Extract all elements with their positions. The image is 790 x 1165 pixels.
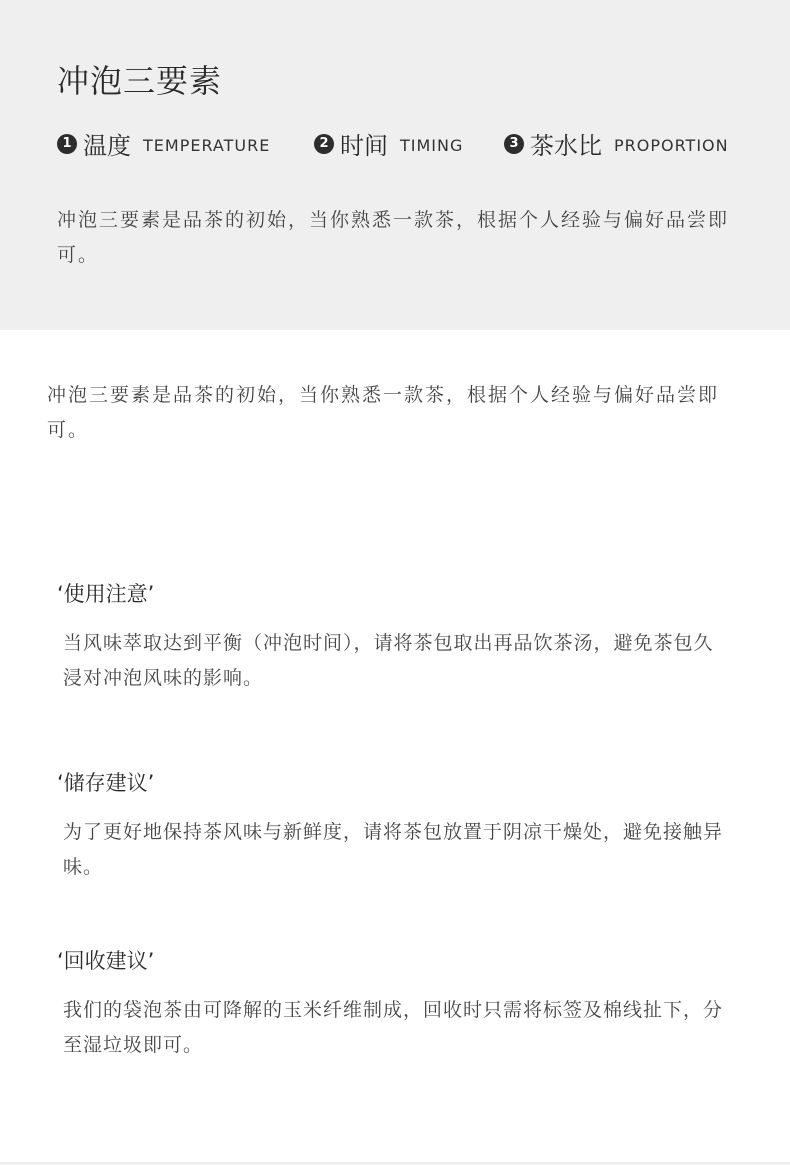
section-heading-usage: ‘使用注意’ bbox=[57, 582, 155, 606]
factor-en-label: TIMING bbox=[400, 136, 464, 155]
factor-en-label: TEMPERATURE bbox=[143, 136, 271, 155]
factor-temperature bbox=[57, 126, 270, 161]
header-panel bbox=[0, 0, 790, 330]
factor-cn-label: 温度 bbox=[83, 132, 131, 160]
intro-paragraph-repeat: 冲泡三要素是品茶的初始，当你熟悉一款茶，根据个人经验与偏好品尝即可。 bbox=[47, 384, 720, 441]
section-heading-recycling: ‘回收建议’ bbox=[57, 949, 155, 973]
number-badge-icon: 3 bbox=[504, 134, 524, 154]
factor-cn-label: 茶水比 bbox=[530, 132, 602, 160]
number-badge-icon: 1 bbox=[57, 134, 77, 154]
factor-proportion bbox=[504, 126, 729, 161]
intro-paragraph: 冲泡三要素是品茶的初始，当你熟悉一款茶，根据个人经验与偏好品尝即可。 bbox=[57, 209, 730, 266]
factor-cn-label: 时间 bbox=[340, 132, 388, 160]
factor-timing bbox=[314, 126, 463, 161]
section-text-usage: 当风味萃取达到平衡（冲泡时间），请将茶包取出再品饮茶汤，避免茶包久浸对冲泡风味的影响。 bbox=[63, 632, 714, 689]
section-heading-storage: ‘储存建议’ bbox=[57, 771, 155, 795]
factor-en-label: PROPORTION bbox=[614, 136, 729, 155]
section-text-recycling: 我们的袋泡茶由可降解的玉米纤维制成，回收时只需将标签及棉线扯下，分至湿垃圾即可。 bbox=[63, 999, 724, 1056]
page-title: 冲泡三要素 bbox=[57, 62, 223, 100]
number-badge-icon: 2 bbox=[314, 134, 334, 154]
section-text-storage: 为了更好地保持茶风味与新鲜度，请将茶包放置于阴凉干燥处，避免接触异味。 bbox=[63, 821, 724, 878]
